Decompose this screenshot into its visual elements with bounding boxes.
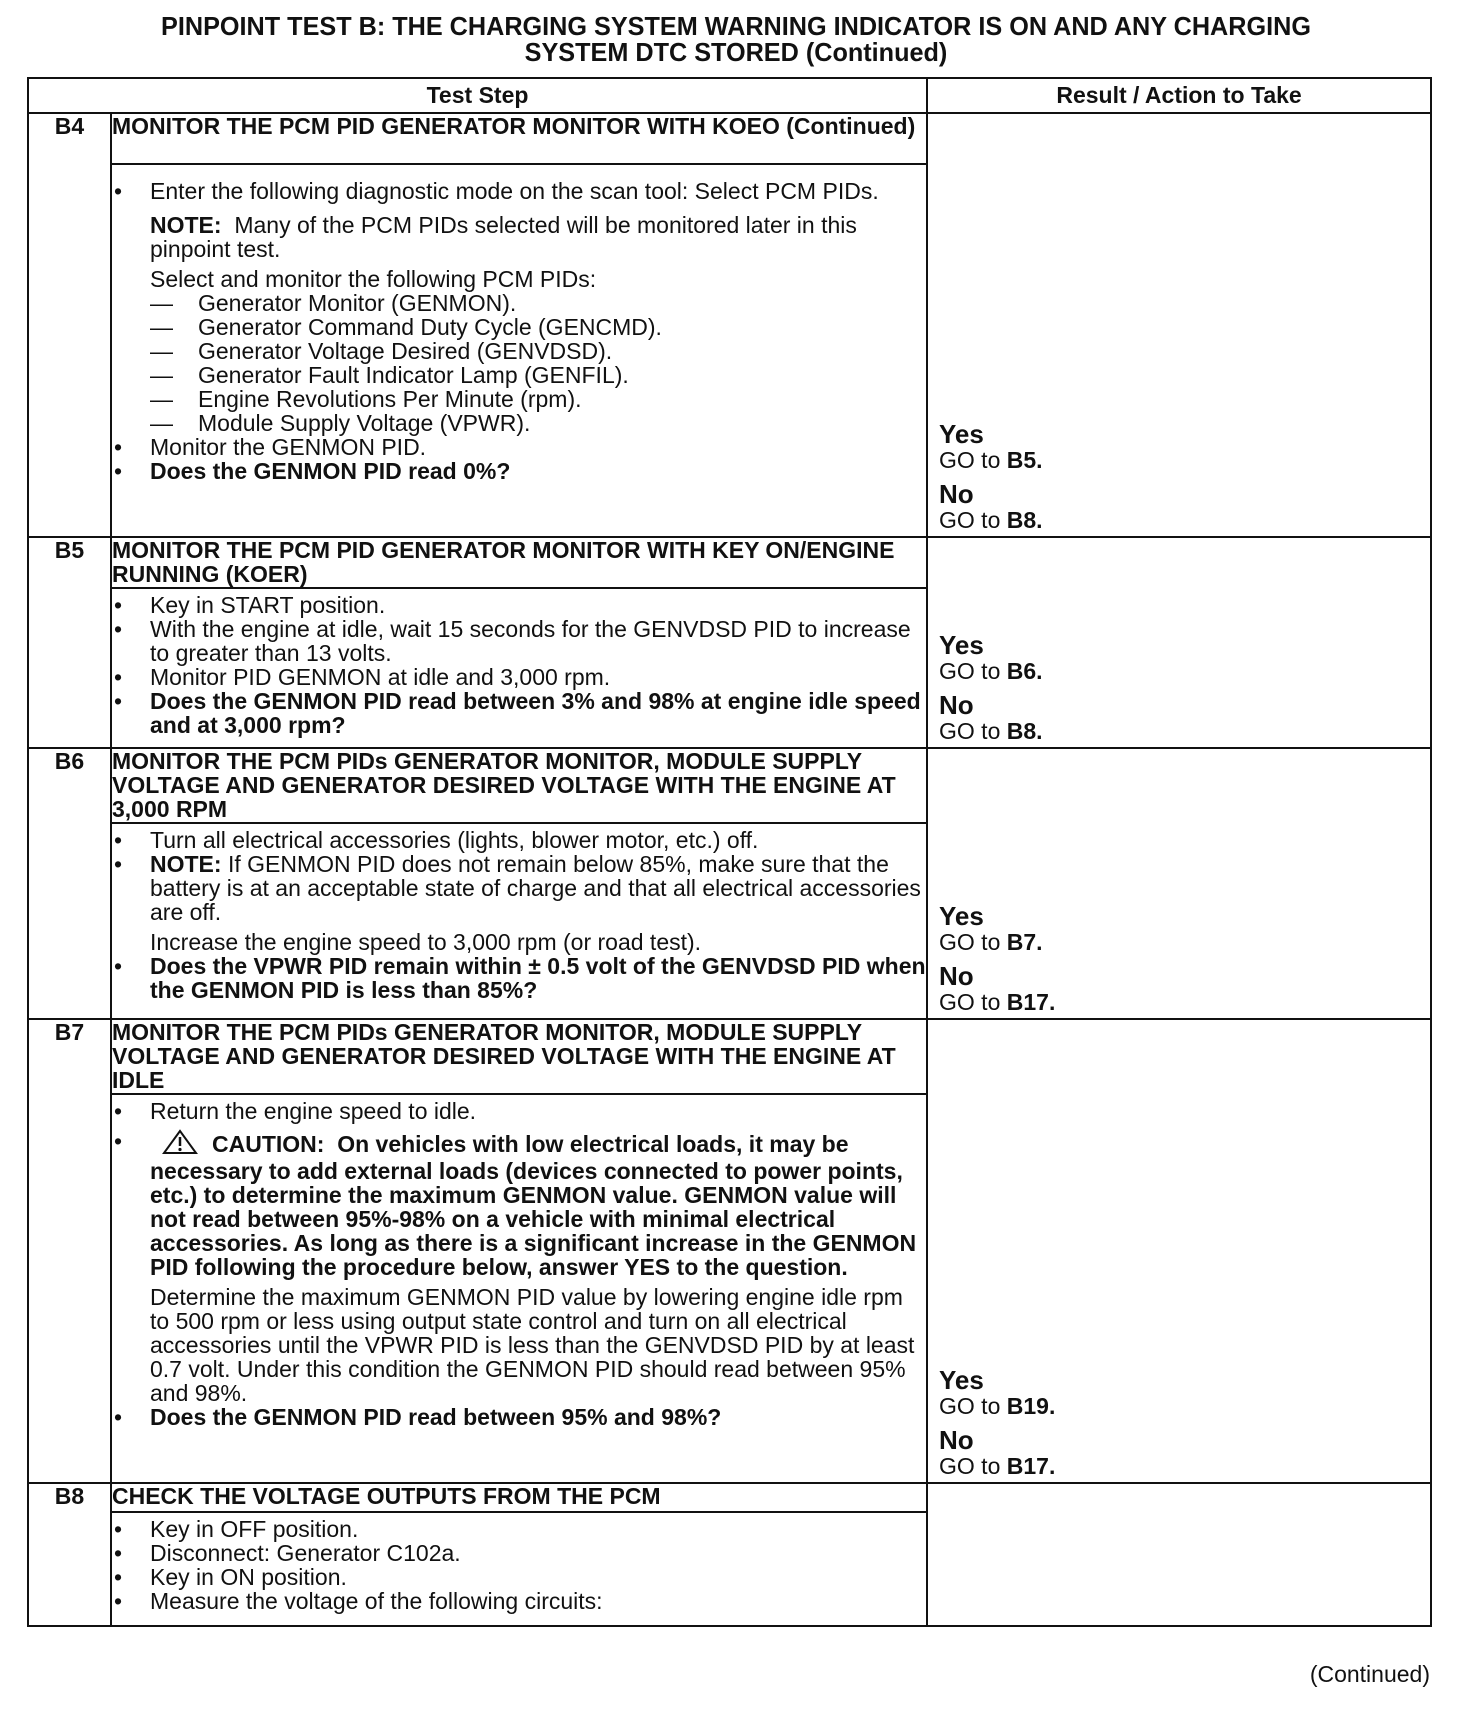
step-question: • Does the GENMON PID read between 95% and 98%? bbox=[112, 1405, 926, 1429]
go-to-text: GO to bbox=[939, 658, 1001, 684]
go-to-target: B5. bbox=[1006, 447, 1043, 473]
step-id: B7 bbox=[28, 1019, 111, 1094]
list-item: • Disconnect: Generator C102a. bbox=[112, 1541, 926, 1565]
go-to-text: GO to bbox=[939, 718, 1001, 744]
step-heading: CHECK THE VOLTAGE OUTPUTS FROM THE PCM bbox=[111, 1483, 927, 1512]
go-to-text: GO to bbox=[939, 929, 1001, 955]
pinpoint-test-table bbox=[27, 77, 1432, 1627]
step-body bbox=[111, 1094, 927, 1483]
list-item: — Generator Voltage Desired (GENVDSD). bbox=[150, 339, 926, 363]
list-item: • Measure the voltage of the following circuits: bbox=[112, 1589, 926, 1613]
go-to-target: B17. bbox=[1006, 1453, 1056, 1479]
step-b8-result bbox=[927, 1483, 1431, 1626]
no-label: No bbox=[939, 479, 974, 509]
list-item: • Turn all electrical accessories (lights, blower motor, etc.) off. bbox=[112, 828, 926, 852]
step-body bbox=[111, 1512, 927, 1626]
pid-list bbox=[150, 291, 926, 435]
list-item: • Return the engine speed to idle. bbox=[112, 1099, 926, 1123]
step-b7-heading-row bbox=[28, 1019, 1431, 1094]
note-item bbox=[112, 852, 926, 924]
go-to-target: B8. bbox=[1006, 507, 1043, 533]
yes-label: Yes bbox=[939, 1365, 984, 1395]
increase-text: Increase the engine speed to 3,000 rpm (or road test). bbox=[150, 929, 702, 955]
note-text: If GENMON PID does not remain below 85%, make sure that the battery is at an acceptable state of charge and that all electrical accessories are off. bbox=[150, 851, 921, 925]
title-line-1: PINPOINT TEST B: THE CHARGING SYSTEM WARNING INDICATOR IS ON AND ANY CHARGING bbox=[161, 11, 1311, 41]
go-to-target: B19. bbox=[1006, 1393, 1056, 1419]
list-item: — Generator Command Duty Cycle (GENCMD). bbox=[150, 315, 926, 339]
page-title bbox=[22, 13, 1450, 65]
step-heading: MONITOR THE PCM PIDs GENERATOR MONITOR, MODULE SUPPLY VOLTAGE AND GENERATOR DESIRED VOLTAGE WITH THE ENGINE AT 3,000 RPM bbox=[111, 748, 927, 823]
no-label: No bbox=[939, 961, 974, 991]
step-b6-result bbox=[927, 748, 1431, 1019]
caution-text: On vehicles with low electrical loads, it may be necessary to add external loads (devices connected to power points, etc.) to determine the maximum GENMON value. GENMON value will not read between 95%-98% on a vehicle with minimal electrical accessories. As long as there is a significant increase in the GENMON PID following the procedure below, answer YES to the question. bbox=[150, 1131, 917, 1280]
step-question: • Does the VPWR PID remain within ± 0.5 volt of the GENVDSD PID when the GENMON PID is less than 85%? bbox=[112, 954, 926, 1002]
list-item: • Key in ON position. bbox=[112, 1565, 926, 1589]
note-block bbox=[150, 213, 926, 261]
list-item: • Key in START position. bbox=[112, 593, 926, 617]
table-header-row bbox=[28, 78, 1431, 113]
column-header-result: Result / Action to Take bbox=[927, 78, 1431, 113]
go-to-text: GO to bbox=[939, 507, 1001, 533]
go-to-target: B6. bbox=[1006, 658, 1043, 684]
step-b6-heading-row bbox=[28, 748, 1431, 823]
go-to-target: B17. bbox=[1006, 989, 1056, 1015]
list-item: — Generator Fault Indicator Lamp (GENFIL). bbox=[150, 363, 926, 387]
caution-label: CAUTION: bbox=[212, 1131, 325, 1157]
list-item: — Engine Revolutions Per Minute (rpm). bbox=[150, 387, 926, 411]
step-b7-result bbox=[927, 1019, 1431, 1483]
note-label: NOTE: bbox=[150, 851, 222, 877]
list-item: • Enter the following diagnostic mode on the scan tool: Select PCM PIDs. bbox=[112, 179, 926, 203]
no-label: No bbox=[939, 1425, 974, 1455]
go-to-text: GO to bbox=[939, 989, 1001, 1015]
step-body bbox=[111, 823, 927, 1019]
caution-item bbox=[112, 1129, 926, 1279]
step-question: • Does the GENMON PID read 0%? bbox=[112, 459, 926, 483]
step-id: B5 bbox=[28, 537, 111, 588]
no-label: No bbox=[939, 690, 974, 720]
step-heading: MONITOR THE PCM PIDs GENERATOR MONITOR, MODULE SUPPLY VOLTAGE AND GENERATOR DESIRED VOLTAGE WITH THE ENGINE AT IDLE bbox=[111, 1019, 927, 1094]
list-item: • Key in OFF position. bbox=[112, 1517, 926, 1541]
yes-label: Yes bbox=[939, 901, 984, 931]
step-b4-heading-row bbox=[28, 113, 1431, 164]
step-id: B8 bbox=[28, 1483, 111, 1512]
go-to-text: GO to bbox=[939, 447, 1001, 473]
step-id: B4 bbox=[28, 113, 111, 164]
go-to-target: B7. bbox=[1006, 929, 1043, 955]
step-b5-result bbox=[927, 537, 1431, 748]
step-heading: MONITOR THE PCM PID GENERATOR MONITOR WITH KEY ON/ENGINE RUNNING (KOER) bbox=[111, 537, 927, 588]
warning-triangle-icon bbox=[162, 1129, 198, 1159]
list-item: • With the engine at idle, wait 15 seconds for the GENVDSD PID to increase to greater than 13 volts. bbox=[112, 617, 926, 665]
title-line-2: SYSTEM DTC STORED (Continued) bbox=[524, 37, 948, 67]
continued-label: (Continued) bbox=[1309, 1661, 1430, 1687]
column-header-test-step: Test Step bbox=[28, 78, 927, 113]
step-b5-heading-row bbox=[28, 537, 1431, 588]
list-item: • Monitor PID GENMON at idle and 3,000 rpm. bbox=[112, 665, 926, 689]
go-to-target: B8. bbox=[1006, 718, 1043, 744]
step-b8-heading-row bbox=[28, 1483, 1431, 1512]
step-id: B6 bbox=[28, 748, 111, 823]
determine-text: Determine the maximum GENMON PID value by lowering engine idle rpm to 500 rpm or less using output state control and turn on all electrical accessories until the VPWR PID is less than the GENVDSD PID by at least 0.7 volt. Under this condition the GENMON PID should read between 95% and 98%. bbox=[150, 1284, 915, 1406]
step-body bbox=[111, 164, 927, 537]
select-text: Select and monitor the following PCM PIDs: bbox=[150, 266, 597, 292]
yes-label: Yes bbox=[939, 630, 984, 660]
note-label: NOTE: bbox=[150, 212, 222, 238]
yes-label: Yes bbox=[939, 419, 984, 449]
go-to-text: GO to bbox=[939, 1453, 1001, 1479]
step-heading: MONITOR THE PCM PID GENERATOR MONITOR WITH KOEO (Continued) bbox=[111, 113, 927, 164]
note-text: Many of the PCM PIDs selected will be monitored later in this pinpoint test. bbox=[150, 212, 857, 262]
step-b4-result bbox=[927, 113, 1431, 537]
step-body bbox=[111, 588, 927, 748]
step-question: • Does the GENMON PID read between 3% and 98% at engine idle speed and at 3,000 rpm? bbox=[112, 689, 926, 737]
list-item: • Monitor the GENMON PID. bbox=[112, 435, 926, 459]
go-to-text: GO to bbox=[939, 1393, 1001, 1419]
list-item: — Module Supply Voltage (VPWR). bbox=[150, 411, 926, 435]
list-item: — Generator Monitor (GENMON). bbox=[150, 291, 926, 315]
